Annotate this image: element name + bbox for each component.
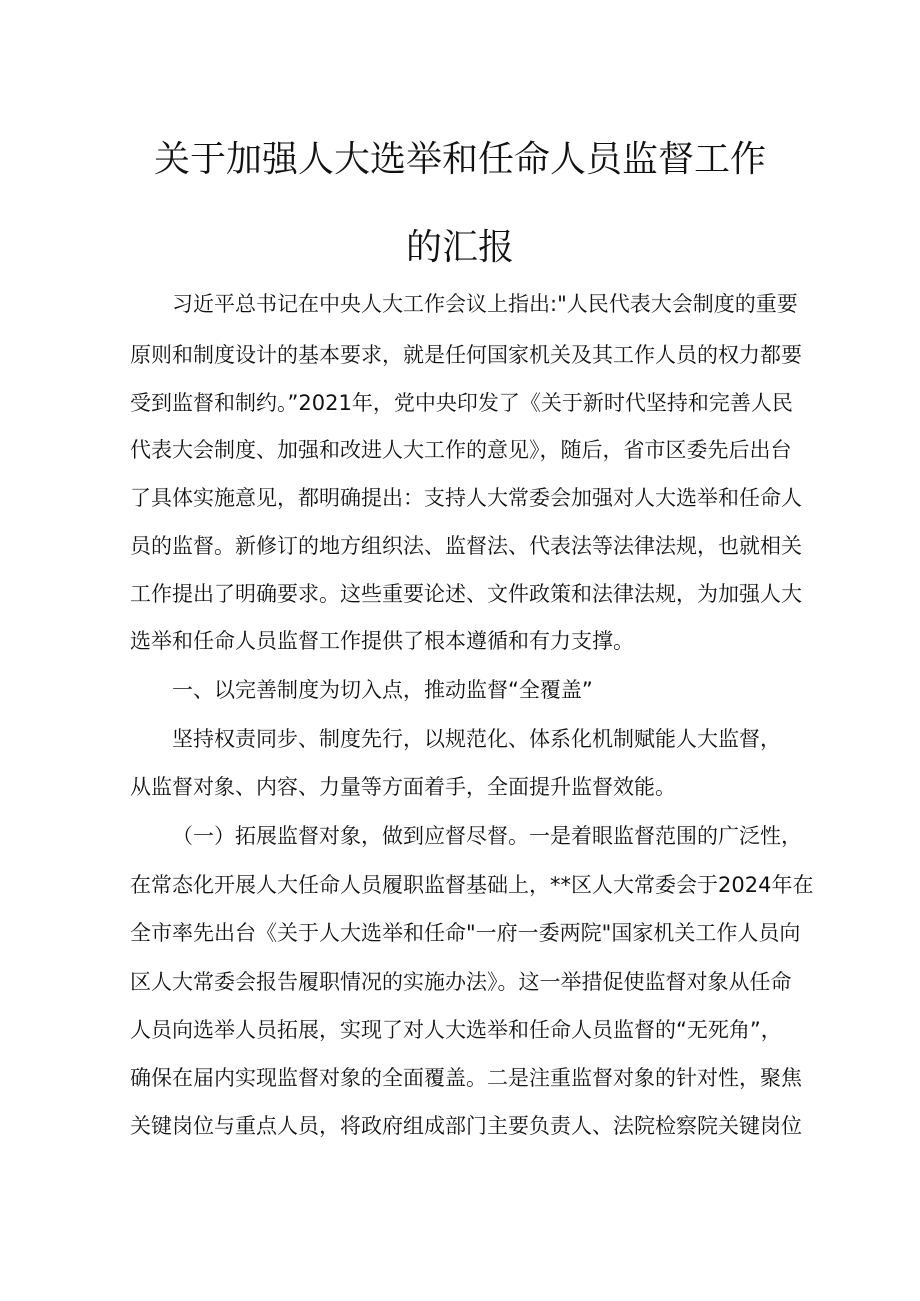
body-line: 人员向选举人员拓展，实现了对人大选举和任命人员监督的“无死角”， <box>130 1018 782 1042</box>
body-line: 员的监督。新修订的地方组织法、监督法、代表法等法律法规，也就相关 <box>130 534 802 558</box>
body-line: 坚持权责同步、制度先行，以规范化、体系化机制赋能人大监督， <box>172 727 781 751</box>
document-title-line-1: 关于加强人大选举和任命人员监督工作 <box>153 139 766 180</box>
section-heading: 一、以完善制度为切入点，推动监督“全覆盖” <box>172 678 593 702</box>
body-line: 了具体实施意见，都明确提出：支持人大常委会加强对人大选举和任命人 <box>130 486 802 510</box>
document-title-line-2: 的汇报 <box>405 227 514 268</box>
body-line: 从监督对象、内容、力量等方面着手，全面提升监督效能。 <box>130 775 676 799</box>
body-line: 原则和制度设计的基本要求，就是任何国家机关及其工作人员的权力都要 <box>130 343 802 367</box>
body-line: 受到监督和制约。”2021年，党中央印发了《关于新时代坚持和完善人民 <box>130 391 793 415</box>
body-line: 选举和任命人员监督工作提供了根本遵循和有力支撑。 <box>130 629 634 653</box>
body-line: 全市率先出台《关于人大选举和任命"一府一委两院"国家机关工作人员向 <box>130 921 801 945</box>
body-line: 关键岗位与重点人员，将政府组成部门主要负责人、法院检察院关键岗位 <box>130 1114 802 1138</box>
body-line: 在常态化开展人大任命人员履职监督基础上，**区人大常委会于2024年在 <box>130 873 814 897</box>
body-line: 工作提出了明确要求。这些重要论述、文件政策和法律法规，为加强人大 <box>130 582 802 606</box>
subsection-line: （一）拓展监督对象，做到应督尽督。一是着眼监督范围的广泛性， <box>172 824 802 848</box>
body-line: 区人大常委会报告履职情况的实施办法》。这一举措促使监督对象从任命 <box>130 970 792 994</box>
body-line: 习近平总书记在中央人大工作会议上指出:"人民代表大会制度的重要 <box>172 292 798 316</box>
body-line: 确保在届内实现监督对象的全面覆盖。二是注重监督对象的针对性，聚焦 <box>130 1066 802 1090</box>
body-line: 代表大会制度、加强和改进人大工作的意见》，随后，省市区委先后出台 <box>130 438 792 462</box>
